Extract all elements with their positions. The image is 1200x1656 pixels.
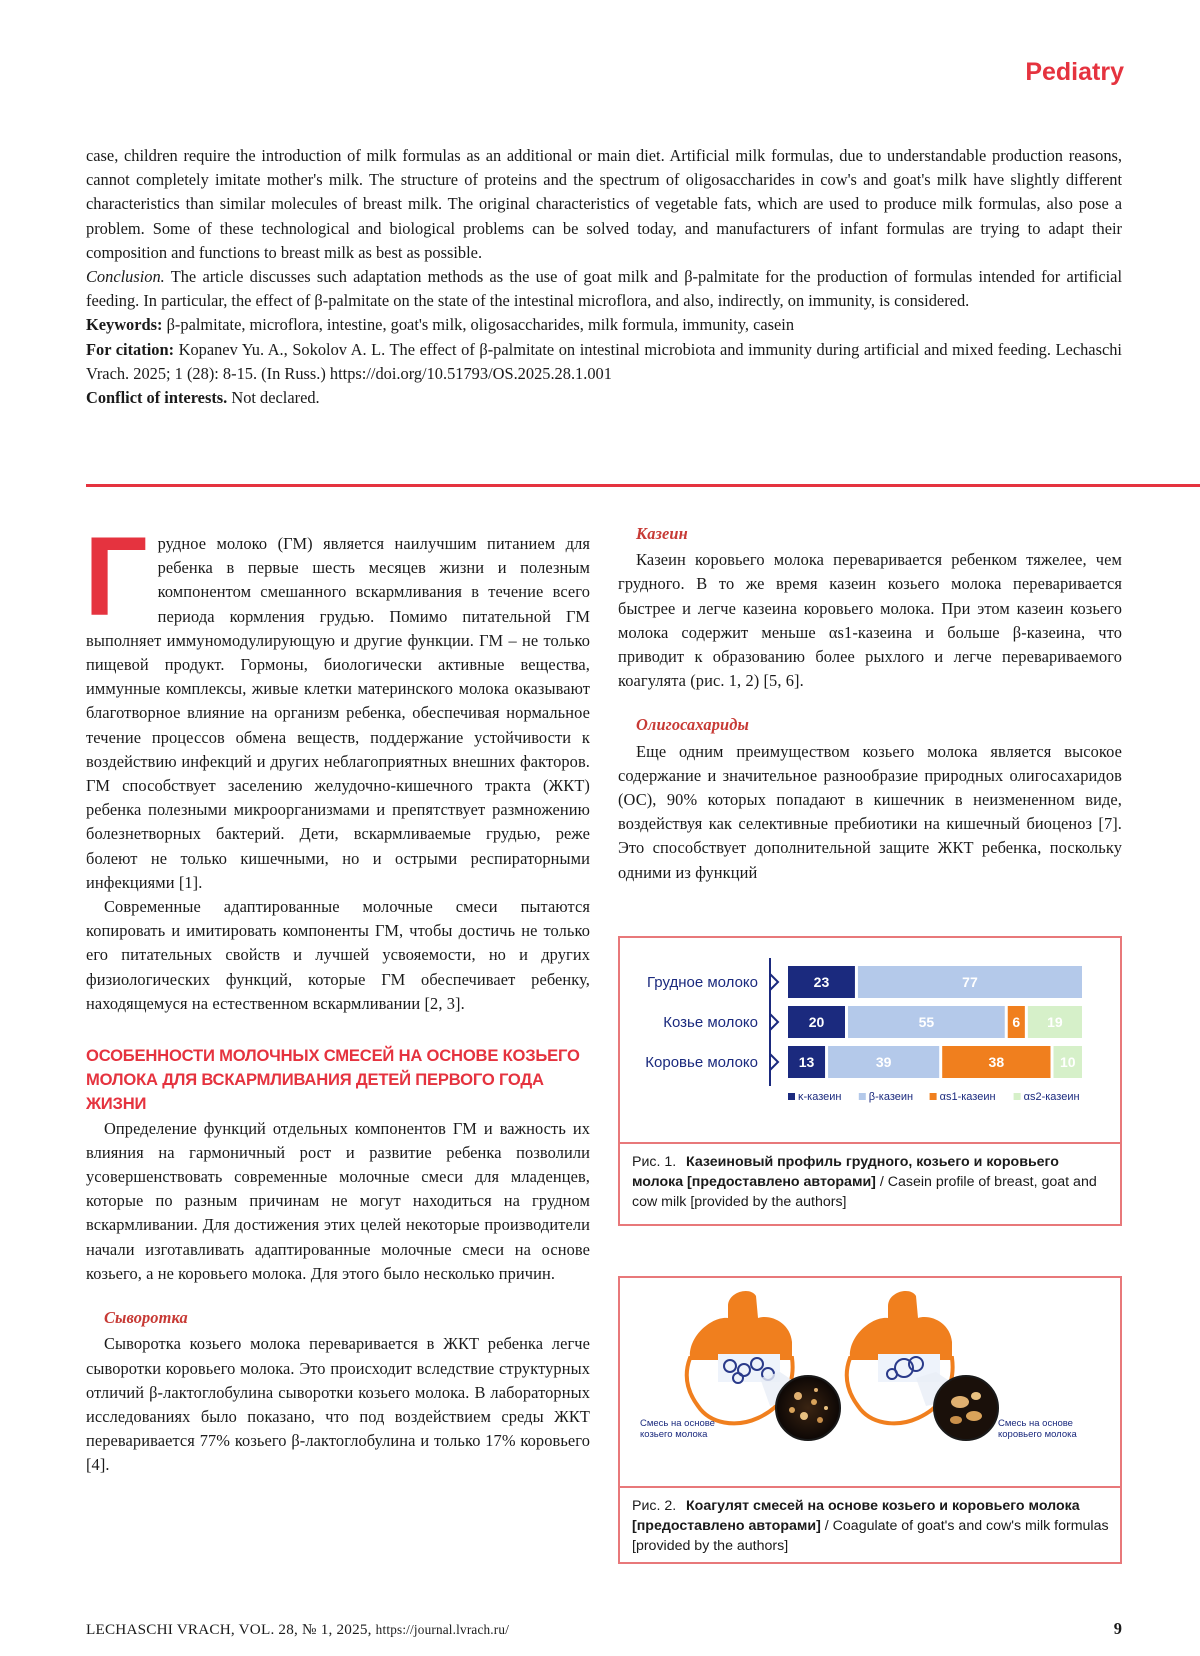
category-label: Грудное молоко: [646, 974, 758, 991]
drop-cap: Г: [84, 514, 148, 639]
caption-rule: [620, 1142, 1120, 1144]
intro-paragraph: Грудное молоко (ГМ) является наилучшим питанием для ребенка в первые шесть месяцев жизни и полезным компонентом смешанного вскармливания в течение всего периода кормления грудью. Помимо питательной ГМ выполняет иммуномодулирующую и другие функции. ГМ – не только пищевой продукт. Гормоны, биологически активные вещества, иммунные комплексы, живые клетки материнского молока оказывают благотворное влияние на организм ребенка, обеспечивая нормальное течение процессов обмена веществ, поддержание устойчивости к воздействию инфекций и других неблагоприятных внешних факторов. ГМ способствует заселению желудочно-кишечного тракта (ЖКТ) ребенка полезными микроорганизмами и препятствует размножению болезнетворных бактерий. Дети, вскармливаемые грудью, реже болеют не только кишечными, но и острыми респираторными инфекциями [1].: [84, 514, 590, 892]
legend-swatch: [930, 1093, 937, 1100]
journal-link[interactable]: https://journal.lvrach.ru/: [375, 1622, 510, 1637]
data-label: 10: [1059, 1054, 1076, 1070]
page-number: 9: [1113, 1619, 1122, 1638]
data-label: 55: [918, 1014, 935, 1030]
data-label: 39: [875, 1054, 892, 1070]
figure-2: [618, 1276, 1122, 1564]
legend-swatch: [1014, 1093, 1021, 1100]
right-column: [618, 524, 1122, 885]
figure-1: [618, 936, 1122, 1226]
abstract-text: case, children require the introduction of milk formulas as an additional or main diet. Artificial milk formulas, due to understandable production reasons, cannot completely imitate mother's milk. The structure of proteins and the spectrum of oligosaccharides in cow's and goat's milk have slightly different characteristics than similar molecules of breast milk. The original characteristics of vegetable fats, which are used to produce milk formulas, also pose a problem. Some of these technological and biological problems can be solved today, and manufacturers of infant formulas are trying to adapt their composition and functions to breast milk as best as possible.: [86, 146, 1122, 262]
legend-label: κ-казеин: [798, 1091, 842, 1103]
chevron-right-icon: [770, 1054, 778, 1070]
data-label: 38: [988, 1054, 1005, 1070]
abstract-conclusion: Conclusion. The article discusses such adaptation methods as the use of goat milk and β-palmitate for the production of formulas intended for artificial feeding. In particular, the effect of β-palmitate on the state of the intestinal microflora, and also, indirectly, on immunity, is considered.: [86, 267, 1122, 311]
subheading-casein: Казеин: [636, 524, 688, 543]
footer: LECHASCHI VRACH, VOL. 28, № 1, 2025, https://journal.lvrach.ru/: [86, 1621, 510, 1638]
casein-profile-chart: [620, 938, 1120, 1138]
paragraph: Определение функций отдельных компонентов ГМ и важность их влияния на гармоничный рост и развитие ребенка позволили усовершенствовать современные молочные смеси для младенцев, которые по разным причинам не могут находиться на грудном вскармливании. Для достижения этих целей некоторые производители начали изготавливать адаптированные молочные смеси на основе козьего, а не коровьего молока. Для этого было несколько причин.: [86, 1118, 590, 1283]
abstract: [86, 144, 1122, 410]
data-label: 19: [1047, 1014, 1063, 1030]
legend-label: αs1-казеин: [939, 1091, 996, 1103]
paragraph: Сыворотка козьего молока переваривается в ЖКТ ребенка легче сыворотки коровьего молока. Это происходит вследствие структурных отличий β-лактоглобулина сыворотки козьего молока. В лабораторных исследованиях было показано, что под воздействием среды ЖКТ переваривается 77% козьего β-лактоглобулина и только 17% коровьего [4].: [86, 1334, 590, 1475]
subheading-whey: Сыворотка: [104, 1308, 188, 1328]
legend-swatch: [788, 1093, 795, 1100]
abstract-conflict: Conflict of interests. Not declared.: [86, 388, 320, 408]
data-label: 6: [1012, 1014, 1021, 1030]
figure-2-caption: Рис. 2. Коагулят смесей на основе козьего и коровьего молока [предоставлено авторами] / Coagulate of goat's and cow's milk formulas [provided by the authors]: [632, 1498, 1109, 1554]
legend-label: β-казеин: [868, 1091, 914, 1103]
chevron-right-icon: [770, 1014, 778, 1030]
data-label: 77: [962, 974, 978, 990]
legend-label: αs2-казеин: [1023, 1091, 1080, 1103]
category-label: Козье молоко: [663, 1014, 758, 1031]
paragraph: Казеин коровьего молока переваривается ребенком тяжелее, чем грудного. В то же время казеин козьего молока переваривается быстрее и легче казеина коровьего молока. При этом казеин козьего молока содержит меньше αs1-казеина и больше β-казеина, что приводит к образованию более рыхлого и легче перевариваемого коагулята (рис. 1, 2) [5, 6].: [618, 550, 1122, 691]
subheading-oligosaccharides: Олигосахариды: [636, 715, 749, 735]
paragraph: Современные адаптированные молочные смеси пытаются копировать и имитировать компоненты ГМ, чтобы достичь не только его питательных свойств и лучшей усвояемости, но и других физиологических функций, которые ГМ обеспечивает ребенку, находящемуся на естественном вскармливании [2, 3].: [86, 897, 590, 1013]
data-label: 23: [813, 974, 830, 990]
category-label: Коровье молоко: [645, 1054, 758, 1071]
abstract-citation: For citation: Kopanev Yu. A., Sokolov A. L. The effect of β-palmitate on intestinal microbiota and immunity during artificial and mixed feeding. Lechaschi Vrach. 2025; 1 (28): 8-15. (In Russ.) https://doi.org/10.51793/OS.2025.28.1.001: [86, 339, 1122, 383]
figure-1-caption: Рис. 1. Казеиновый профиль грудного, козьего и коровьего молока [предоставлено авторами] / Casein profile of breast, goat and cow milk [provided by the authors]: [632, 1154, 1097, 1210]
chevron-right-icon: [770, 974, 778, 990]
section-label: Pediatry: [1025, 58, 1124, 86]
section-divider: [86, 484, 1200, 487]
caption-rule: [620, 1486, 1120, 1488]
paragraph: Еще одним преимуществом козьего молока является высокое содержание и значительное разнообразие природных олигосахаридов (ОС), 90% которых попадают в кишечник в неизмененном виде, воздействуя как селективные пребиотики на кишечный биоценоз [7]. Это способствует дополнительной защите ЖКТ ребенка, поскольку одними из функций: [618, 741, 1122, 882]
micrograph-cow-icon: [934, 1376, 998, 1440]
label-goat-formula: Смесь на основе козьего молока: [640, 1418, 715, 1440]
data-label: 13: [798, 1054, 815, 1070]
micrograph-goat-icon: [776, 1376, 840, 1440]
section-heading: ОСОБЕННОСТИ МОЛОЧНЫХ СМЕСЕЙ НА ОСНОВЕ КОЗЬЕГО МОЛОКА ДЛЯ ВСКАРМЛИВАНИЯ ДЕТЕЙ ПЕРВОГО ГОДА ЖИЗНИ: [86, 1046, 580, 1114]
legend-swatch: [859, 1093, 866, 1100]
abstract-keywords: Keywords: β-palmitate, microflora, intestine, goat's milk, oligosaccharides, milk formula, immunity, casein: [86, 315, 795, 335]
label-cow-formula: Смесь на основе коровьего молока: [998, 1418, 1077, 1440]
left-column: [84, 514, 590, 1478]
coagulate-illustration: [620, 1278, 1120, 1488]
data-label: 20: [808, 1014, 825, 1030]
